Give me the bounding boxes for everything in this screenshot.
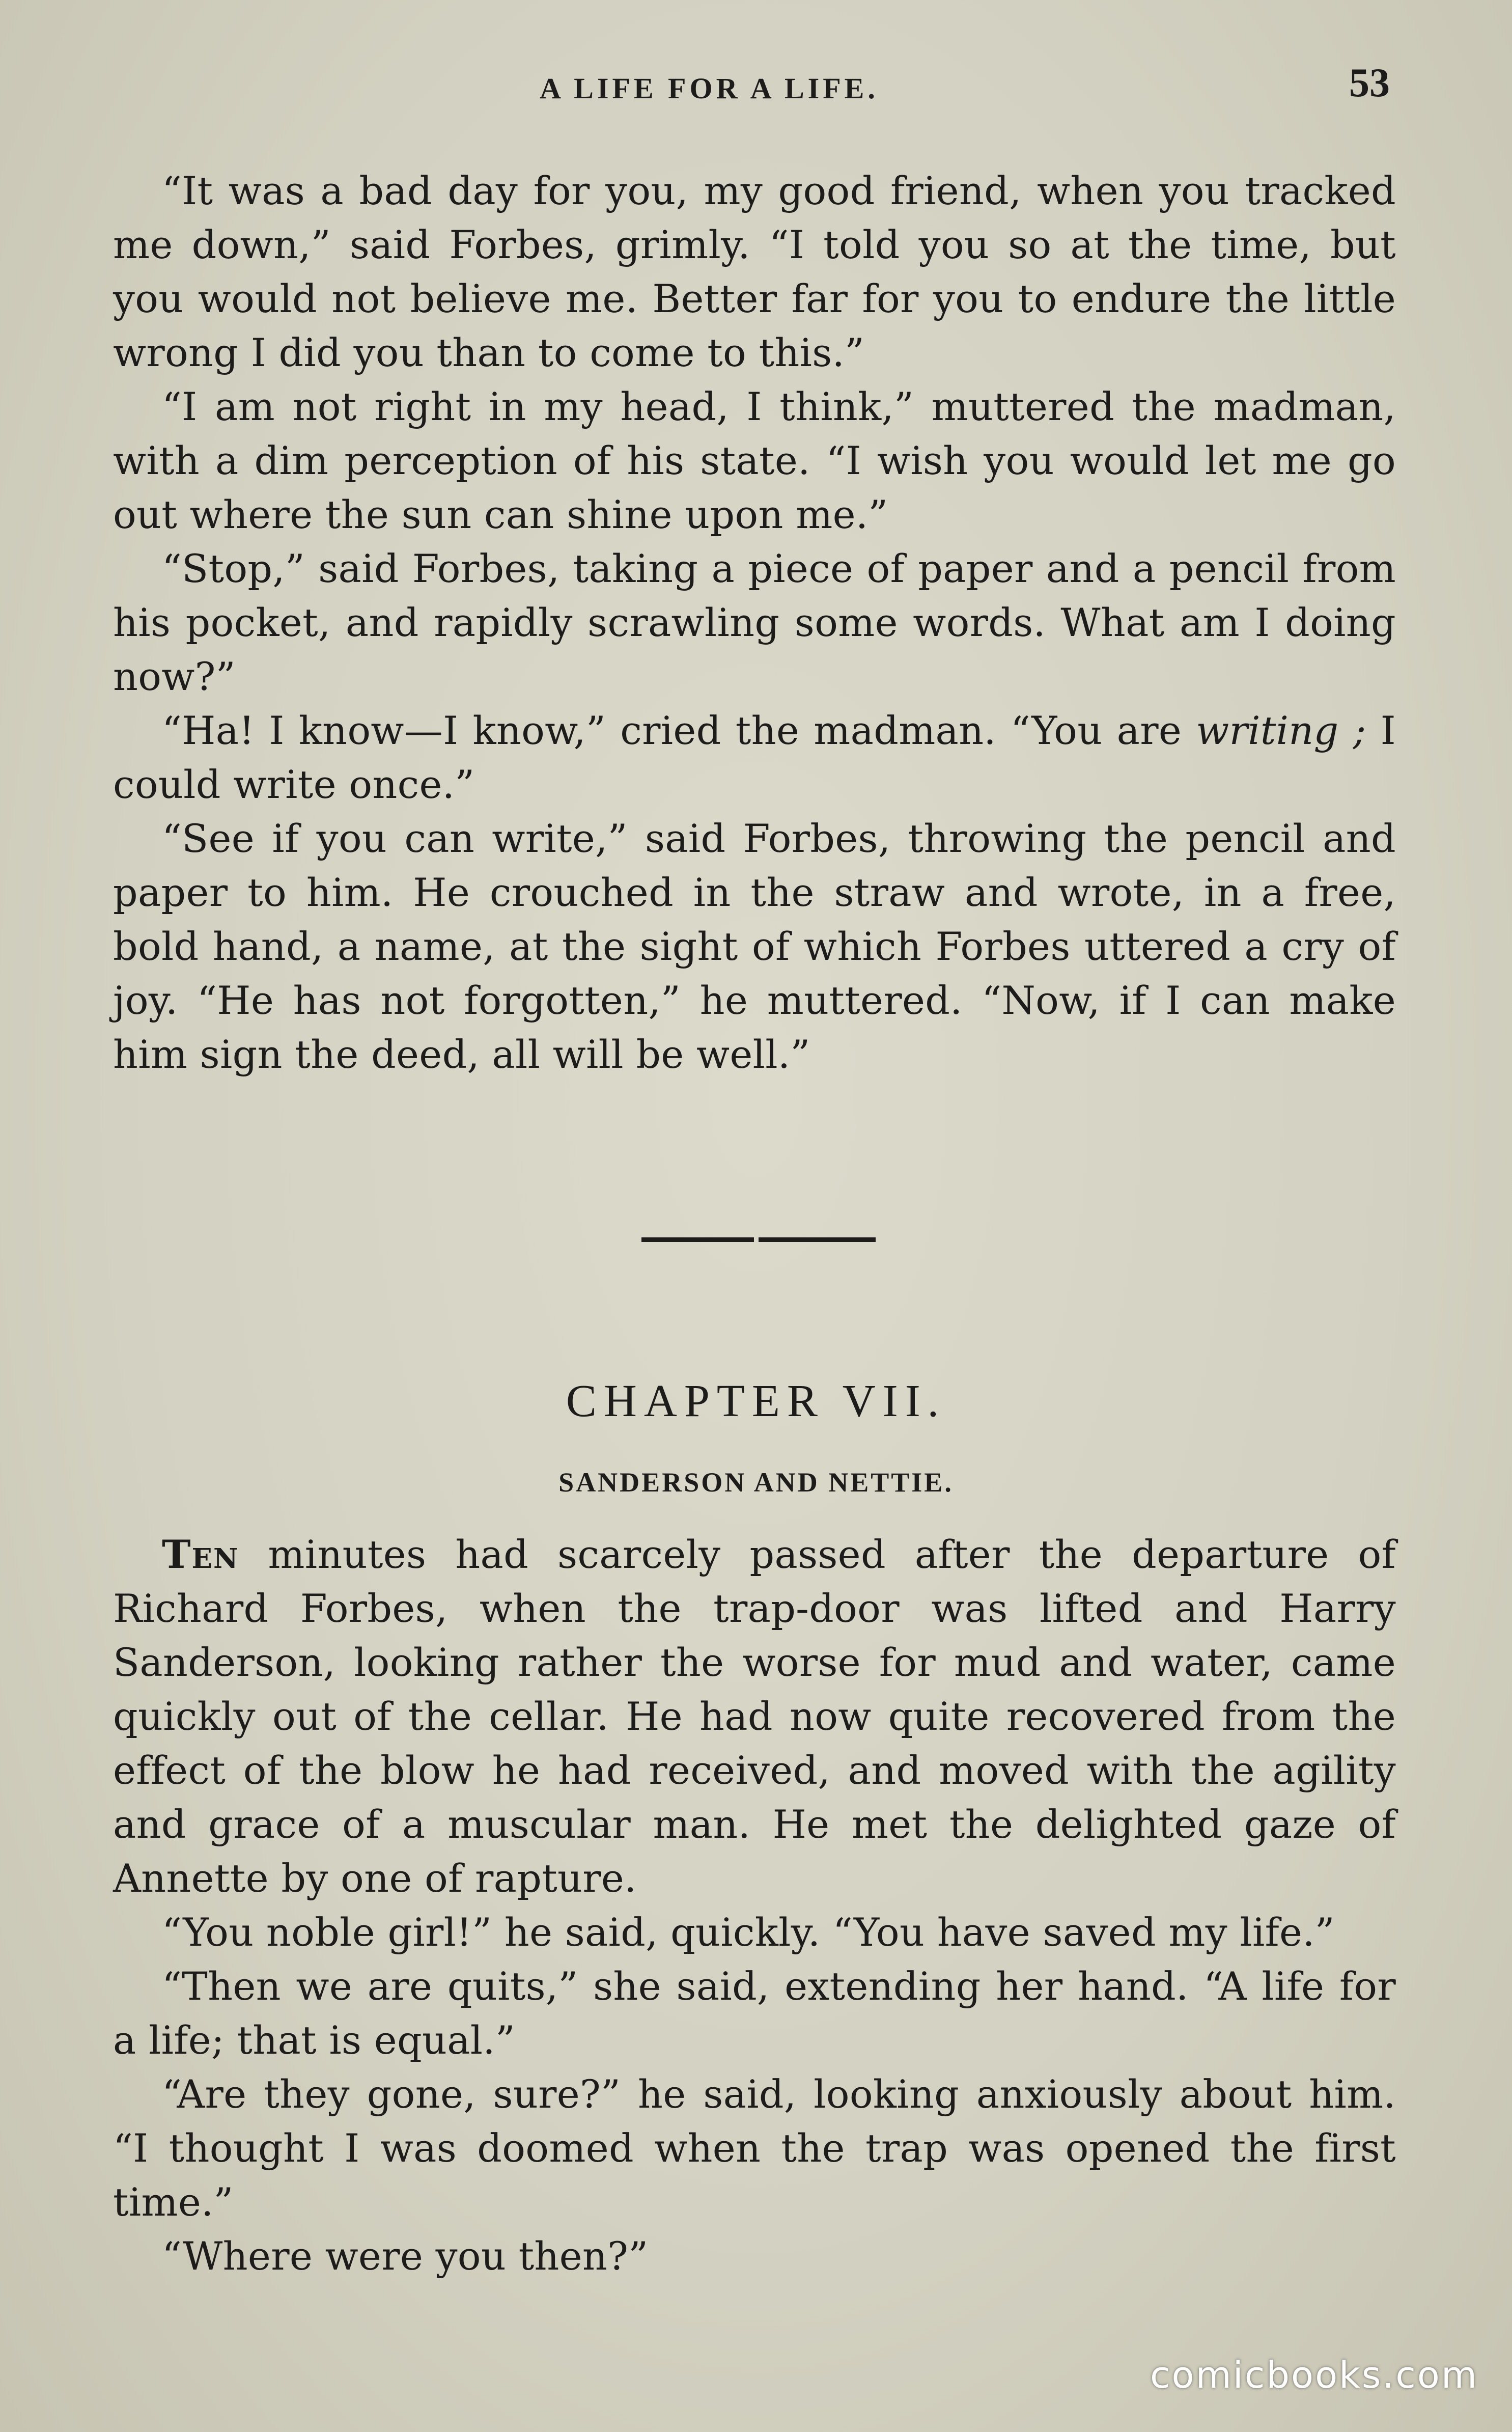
paragraph: “It was a bad day for you, my good friend, when you tracked me down,” said Forbes, grimly. “I told you so at the time, but you would not believe me. Better far for you to endure the little wrong I did you than to come to this.” bbox=[113, 168, 1396, 375]
chapter-subtitle: SANDERSON AND NETTIE. bbox=[558, 1467, 954, 1498]
paragraph: “Where were you then?” bbox=[162, 2233, 649, 2279]
paragraph: “Stop,” said Forbes, taking a piece of paper and a pencil from his pocket, and rapidly scrawling some words. What am I doing now?” bbox=[113, 546, 1396, 699]
section-divider bbox=[641, 1237, 876, 1242]
page-number: 53 bbox=[1349, 61, 1390, 105]
chapter-title: CHAPTER VII. bbox=[566, 1376, 946, 1426]
paragraph-text: minutes had scarcely passed after the departure of Richard Forbes, when the trap-door was lifted and Harry Sanderson, looking rather the worse for mud and water, came quickly out of the cellar. He had now quite recovered from the effect of the blow he had received, and moved with the agility and grace of a muscular man. He met the delighted gaze of Annette by one of rapture. bbox=[113, 1532, 1396, 1901]
bottom-text-block bbox=[113, 1528, 1396, 2283]
paragraph: “You noble girl!” he said, quickly. “You have saved my life.” bbox=[162, 1910, 1335, 1955]
running-head-title: A LIFE FOR A LIFE. bbox=[540, 72, 879, 105]
paragraph-text: “Ha! I know—I know,” cried the madman. “You are bbox=[162, 708, 1196, 753]
paragraph bbox=[113, 1528, 1396, 1905]
paragraph: “Are they gone, sure?” he said, looking anxiously about him. “I thought I was doomed when the trap was opened the first time.” bbox=[113, 2071, 1396, 2225]
paragraph bbox=[113, 704, 1396, 812]
top-text-block bbox=[113, 164, 1396, 1082]
paragraph: “Then we are quits,” she said, extending her hand. “A life for a life; that is equal.” bbox=[113, 1964, 1396, 2063]
watermark: comicbooks.com bbox=[1150, 2354, 1478, 2396]
paragraph: “I am not right in my head, I think,” muttered the madman, with a dim perception of his state. “I wish you would let me go out where the sun can shine upon me.” bbox=[113, 384, 1396, 537]
lead-word: Ten bbox=[162, 1532, 239, 1577]
italic-word: writing ; bbox=[1196, 708, 1366, 753]
paragraph: “See if you can write,” said Forbes, throwing the pencil and paper to him. He crouched in the straw and wrote, in a free, bold hand, a name, at the sight of which Forbes uttered a cry of joy. “He has not forgotten,” he muttered. “Now, if I can make him sign the deed, all will be well.” bbox=[113, 816, 1396, 1077]
paragraph-text: I could write once.” bbox=[113, 708, 1396, 807]
